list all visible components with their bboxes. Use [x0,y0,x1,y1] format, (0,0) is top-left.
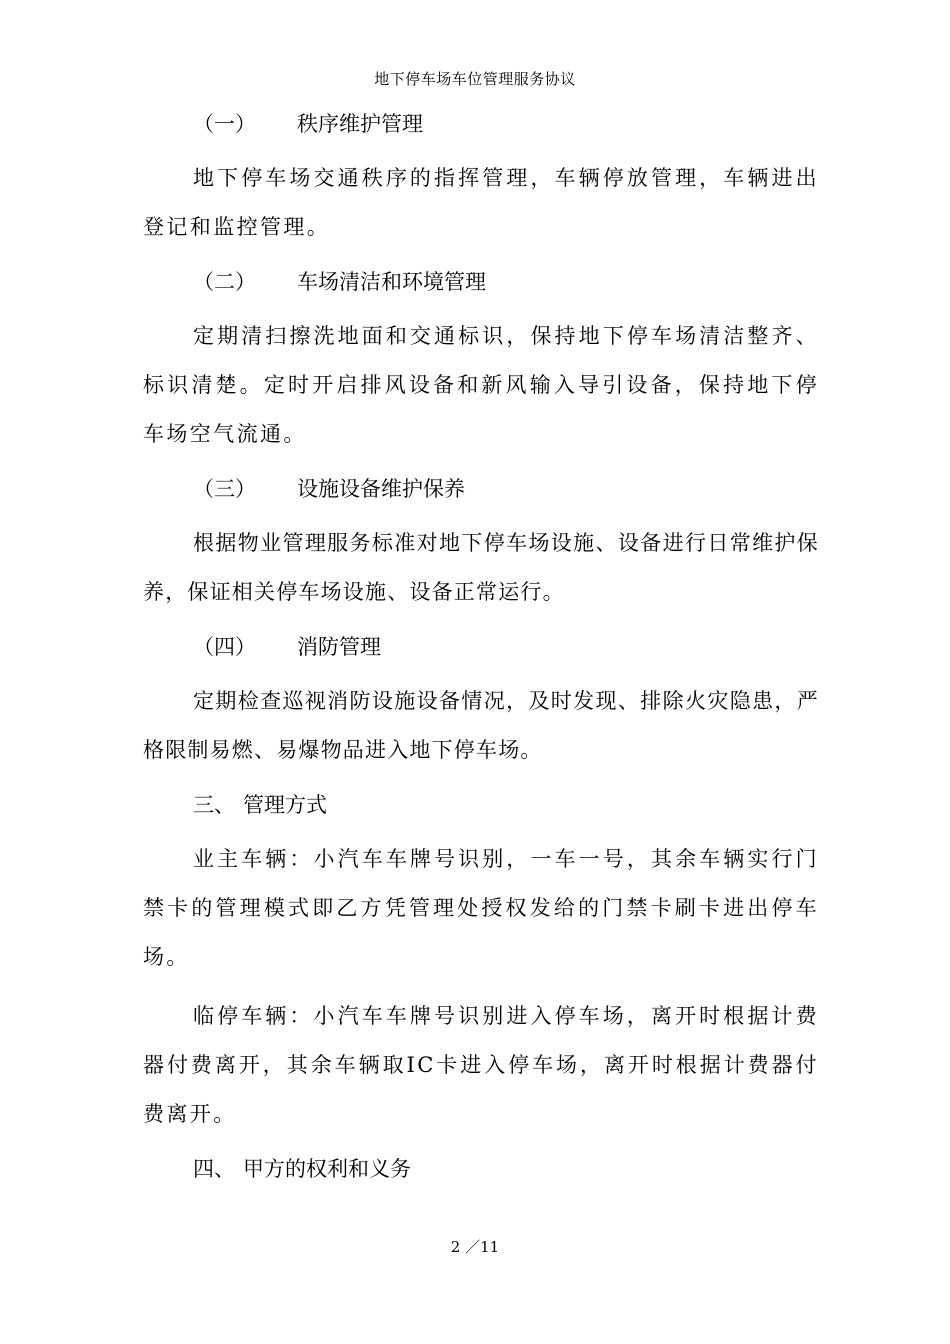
sub-heading-title: 设施设备维护保养 [297,477,465,501]
sub-heading-title: 消防管理 [297,635,381,659]
section-title: 管理方式 [243,793,327,817]
sub-heading-title: 秩序维护管理 [297,112,423,136]
section-heading-party-a-rights [143,1149,819,1189]
section-number: 四、 [193,1157,235,1181]
paragraph-owner-vehicles: 业主车辆：小汽车车牌号识别，一车一号，其余车辆实行门禁卡的管理模式即乙方凭管理处授权发给的门禁卡刷卡进出停车场。 [143,847,819,969]
document-body [143,104,819,1199]
sub-heading-3 [143,469,819,509]
page-number: 2 ／11 [450,1238,500,1256]
page-header: 地下停车场车位管理服务协议 [374,70,576,88]
paragraph-temporary-vehicles: 临停车辆：小汽车车牌号识别进入停车场，离开时根据计费器付费离开，其余车辆取IC卡进入停车场，离开时根据计费器付费离开。 [143,1004,819,1126]
section-heading-management-method [143,785,819,825]
section-number: 三、 [193,793,235,817]
sub-heading-number: （三） [193,477,256,501]
sub-heading-4 [143,627,819,667]
sub-heading-number: （四） [193,635,256,659]
paragraph-order-management: 地下停车场交通秩序的指挥管理，车辆停放管理，车辆进出登记和监控管理。 [143,166,819,239]
paragraph-fire-management: 定期检查巡视消防设施设备情况，及时发现、排除火灾隐患，严格限制易燃、易爆物品进入地下停车场。 [143,689,819,762]
sub-heading-2 [143,262,819,302]
sub-heading-number: （二） [193,270,256,294]
sub-heading-1 [143,104,819,144]
sub-heading-title: 车场清洁和环境管理 [297,270,486,294]
paragraph-facility-maintenance: 根据物业管理服务标准对地下停车场设施、设备进行日常维护保养，保证相关停车场设施、设备正常运行。 [143,531,819,604]
section-title: 甲方的权利和义务 [243,1157,411,1181]
paragraph-cleaning-management: 定期清扫擦洗地面和交通标识，保持地下停车场清洁整齐、标识清楚。定时开启排风设备和新风输入导引设备，保持地下停车场空气流通。 [143,324,819,446]
sub-heading-number: （一） [193,112,256,136]
